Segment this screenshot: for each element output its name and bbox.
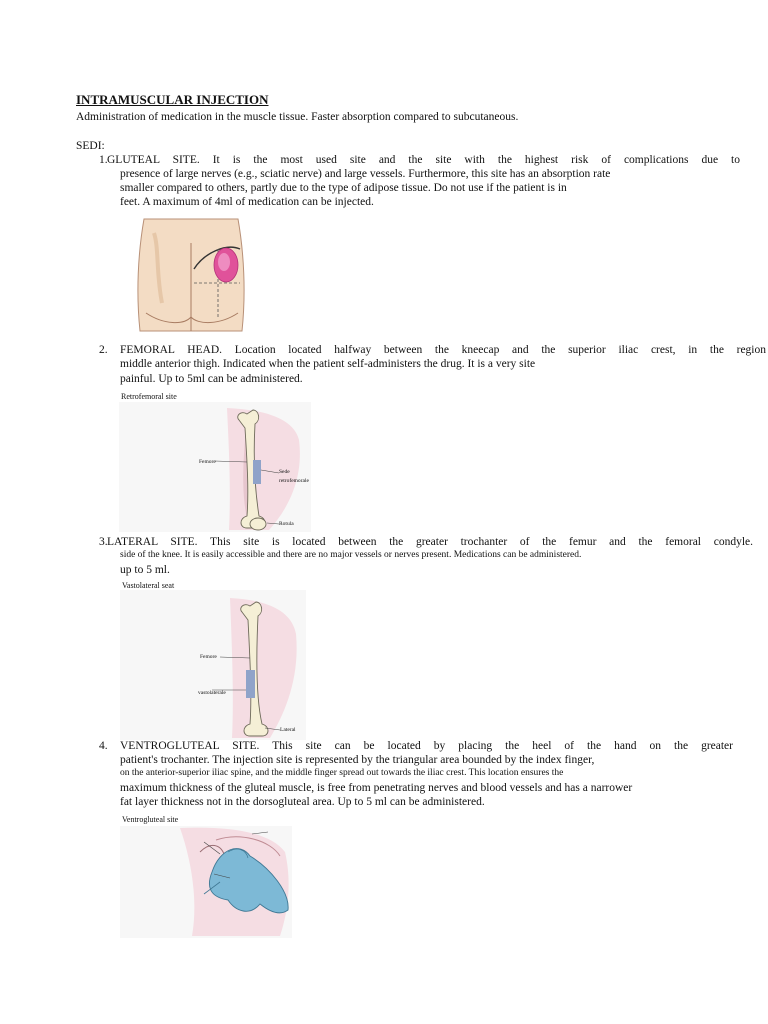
vastolateral-site-figure <box>120 578 306 740</box>
retrofemoral-site-figure <box>119 390 311 532</box>
page-title: INTRAMUSCULAR INJECTION <box>76 92 269 107</box>
ventrogluteal-caption: Ventrogluteal site <box>122 815 179 824</box>
section-2-number: 2. <box>99 344 108 356</box>
vastolateral-caption: Vastolateral seat <box>122 581 175 590</box>
section-1-line-2: presence of large nerves (e.g., sciatic nerve) and large vessels. Furthermore, this site has an absorption rate <box>120 168 611 180</box>
femore-label: Femore <box>199 459 216 465</box>
lateral-label: Lateral <box>280 727 296 733</box>
ventrogluteal-site-figure <box>120 812 292 938</box>
intro-text: Administration of medication in the muscle tissue. Faster absorption compared to subcutaneous. <box>76 111 519 123</box>
retrofemoral-caption: Retrofemoral site <box>121 392 177 401</box>
section-2-line-1: FEMORAL HEAD. Location located halfway between the kneecap and the superior iliac crest, in the region <box>120 344 766 356</box>
section-3-number: 3. <box>99 536 108 548</box>
section-3-line-3: up to 5 ml. <box>120 564 170 576</box>
section-4-line-3: on the anterior-superior iliac spine, and the middle finger spread out towards the iliac crest. This location ensures the <box>120 768 564 778</box>
section-4-number: 4. <box>99 740 108 752</box>
section-4-line-2: patient's trochanter. The injection site is represented by the triangular area bounded by the index finger, <box>120 754 595 766</box>
section-1-line-4: feet. A maximum of 4ml of medication can be injected. <box>120 196 374 208</box>
section-1-line-1: GLUTEAL SITE. It is the most used site and the site with the highest risk of complications due to <box>107 154 740 166</box>
section-1-number: 1. <box>99 154 108 166</box>
section-1-line-3: smaller compared to others, partly due to the type of adipose tissue. Do not use if the patient is in <box>120 182 567 194</box>
section-4-line-1: VENTROGLUTEAL SITE. This site can be located by placing the heel of the hand on the greater <box>120 740 733 752</box>
sites-heading: SEDI: <box>76 140 105 152</box>
section-3-line-2: side of the knee. It is easily accessible and there are no major vessels or nerves present. Medications can be administered. <box>120 550 582 560</box>
section-2-line-3: painful. Up to 5ml can be administered. <box>120 373 303 385</box>
retrofemoral-site-label: Sede retrofemorale <box>279 469 309 484</box>
section-4-line-4: maximum thickness of the gluteal muscle, is free from penetrating nerves and blood vessels and has a narrower <box>120 782 633 794</box>
section-2-line-2: middle anterior thigh. Indicated when the patient self-administers the drug. It is a very site <box>120 358 536 370</box>
section-4-line-5: fat layer thickness not in the dorsogluteal area. Up to 5 ml can be administered. <box>120 796 485 808</box>
gluteal-site-figure <box>134 213 249 335</box>
rotula-label: Rotula <box>279 521 294 527</box>
vastolaterale-label: vastolaterale <box>198 690 226 696</box>
femore-label-2: Femore <box>200 654 217 660</box>
section-3-line-1: LATERAL SITE. This site is located between the greater trochanter of the femur and the femoral condyle. <box>107 536 753 548</box>
